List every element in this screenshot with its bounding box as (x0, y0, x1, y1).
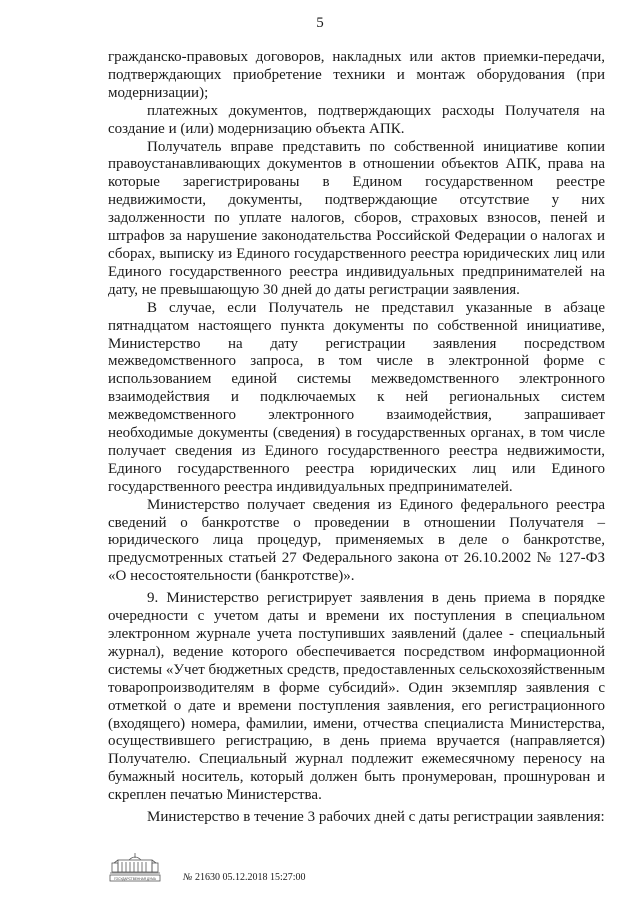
paragraph-payment-documents: платежных документов, подтверждающих расходы Получателя на создание и (или) модернизацию объекта АПК. (108, 102, 605, 137)
registration-stamp (183, 872, 306, 883)
paragraph-ministry-within-3-days: Министерство в течение 3 рабочих дней с даты регистрации заявления: (147, 809, 605, 826)
page-number: 5 (316, 15, 324, 31)
paragraph-own-initiative-documents: Получатель вправе представить по собственной инициативе копии правоустанавливающих документов в отношении объектов АПК, права на которые зарегистрированы в Едином государственном реестре недвижимости, документы, подтверждающие отсутствие у них задолженности по уплате налогов, сборов, страховых взносов, пеней и штрафов за нарушение законодательства Российской Федерации о налогах и сборах, выписку из Единого государственного реестра юридических лиц или Единого государственного реестра индивидуальных предпринимателей на дату, не превышающую 30 дней до даты регистрации заявления. (108, 138, 605, 298)
stamp-caption: ГОСУДАРСТВЕННАЯ ДУМА (114, 877, 156, 881)
building-stamp-icon (108, 850, 162, 884)
paragraph-contracts: гражданско-правовых договоров, накладных или актов приемки-передачи, подтверждающих приобретение техники и монтаж оборудования (при модернизации); (108, 49, 605, 101)
number-sign: № (183, 872, 193, 883)
document-body (108, 49, 605, 827)
registration-number-datetime: 21630 05.12.2018 15:27:00 (194, 872, 306, 883)
page-footer (108, 850, 408, 890)
paragraph-bankruptcy-register: Министерство получает сведения из Единого федерального реестра сведений о банкротстве о проведении в отношении Получателя – юридического лица процедур, применяемых в деле о банкротстве, предусмотренных статьей 27 Федерального закона от 26.10.2002 № 127-ФЗ «О несостоятельности (банкротстве)». (108, 496, 605, 585)
paragraph-section-9: 9. Министерство регистрирует заявления в день приема в порядке очередности с учетом даты и времени их поступления в специальном электронном журнале учета поступивших заявлений (далее - специальный журнал), ведение которого обеспечивается посредством информационной системы «Учет бюджетных средств, предоставленных сельскохозяйственным товаропроизводителям в форме субсидий». Один экземпляр заявления с отметкой о дате и времени поступления заявления, его регистрационного (входящего) номера, фамилии, имени, отчества специалиста Министерства, осуществившего регистрацию, в день приема вручается (направляется) Получателю. Специальный журнал подлежит ежемесячному переносу на бумажный носитель, который должен быть пронумерован, прошнурован и скреплен печатью Министерства. (108, 590, 605, 804)
paragraph-interagency-request: В случае, если Получатель не представил указанные в абзаце пятнадцатом настоящего пункта документы по собственной инициативе, Министерство на дату регистрации заявления посредством межведомственного запроса, в том числе в электронной форме с использованием единой системы межведомственного электронного взаимодействия и подключаемых к ней региональных систем межведомственного электронного взаимодействия, запрашивает необходимые документы (сведения) в государственных органах, в том числе получает сведения из Единого государственного реестра недвижимости, Единого государственного реестра юридических лиц или Единого государственного реестра индивидуальных предпринимателей. (108, 299, 605, 495)
